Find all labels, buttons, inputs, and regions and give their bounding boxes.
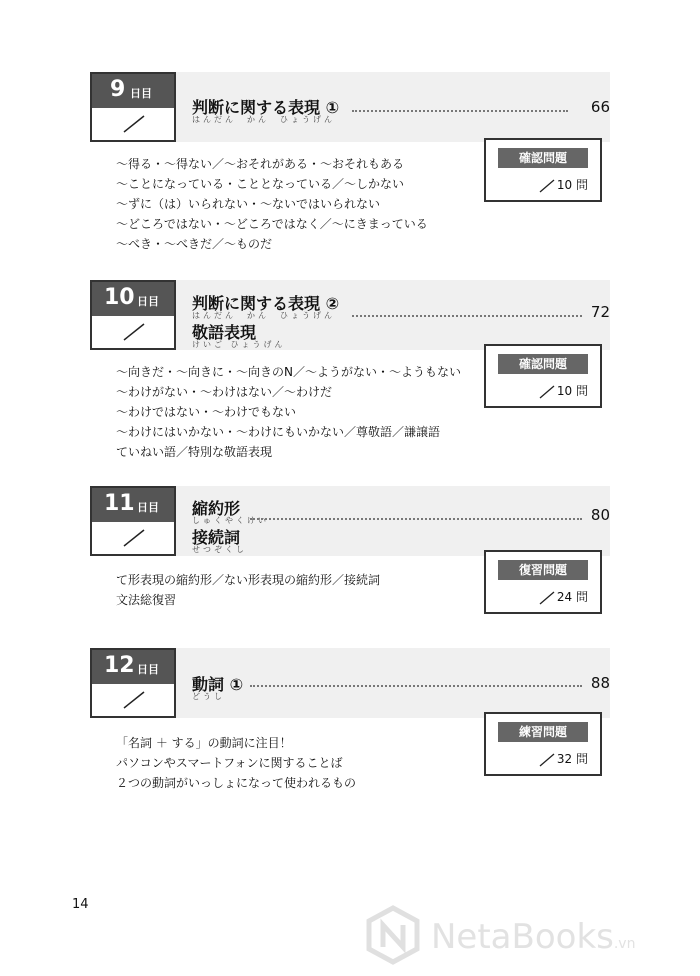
page-reference: 80 xyxy=(590,506,610,524)
lesson-item: ～わけではない・～わけでもない xyxy=(116,405,297,419)
day-label xyxy=(92,488,174,522)
day-box xyxy=(90,486,176,556)
practice-box-day-9 xyxy=(484,138,602,202)
lesson-subtitle-ruby: せつぞくし xyxy=(192,545,247,554)
page-number: 14 xyxy=(72,897,89,912)
lesson-title: 判断に関する表現 ② xyxy=(192,294,340,313)
lesson-title-ruby: はんだん かん ひょうげん xyxy=(192,115,335,124)
lesson-item: ～べき・～べきだ／～ものだ xyxy=(116,237,273,251)
leader-dots xyxy=(352,110,568,112)
lesson-item: て形表現の縮約形／ない形表現の縮約形／接続詞 xyxy=(116,573,381,587)
lesson-title-ruby: はんだん かん ひょうげん xyxy=(192,311,335,320)
page-reference: 88 xyxy=(590,674,610,692)
practice-count xyxy=(539,176,588,193)
day-number: 10 xyxy=(104,285,135,310)
lesson-item: パソコンやスマートフォンに関することば xyxy=(116,756,343,770)
lesson-item: 「名詞 ＋ する」の動詞に注目！ xyxy=(116,736,292,750)
watermark-text: NetaBooks.vn xyxy=(431,917,636,957)
day-label xyxy=(92,74,174,108)
check-slash-icon xyxy=(539,591,555,605)
day-suffix: 日目 xyxy=(137,663,159,676)
day-box xyxy=(90,648,176,718)
check-slash-icon xyxy=(120,322,148,342)
day-number: 11 xyxy=(104,491,135,516)
netabooks-logo-icon xyxy=(365,905,421,965)
check-slash-icon xyxy=(120,690,148,710)
lesson-title: 動詞 ① xyxy=(192,675,244,694)
lesson-subtitle-ruby: けいご ひょうげん xyxy=(192,340,286,349)
lesson-title: 縮約形 xyxy=(192,499,241,518)
lesson-subtitle: 敬語表現 xyxy=(192,323,257,342)
day-number: 9 xyxy=(110,77,126,102)
leader-dots xyxy=(250,518,582,520)
practice-label: 復習問題 xyxy=(498,560,588,580)
question-count: 32 問 xyxy=(556,752,588,766)
lesson-title-ruby: どうし xyxy=(192,692,225,701)
lesson-subtitle: 接続詞 xyxy=(192,528,241,547)
check-slash-icon xyxy=(120,114,148,134)
page-reference: 66 xyxy=(590,98,610,116)
lesson-title-ruby: しゅくやくけい xyxy=(192,516,269,525)
practice-count xyxy=(539,382,588,399)
day-box xyxy=(90,280,176,350)
lesson-item: ～得る・～得ない／～おそれがある・～おそれもある xyxy=(116,157,405,171)
lesson-items-day-9 xyxy=(116,154,428,254)
practice-box-day-11 xyxy=(484,550,602,614)
day-number: 12 xyxy=(104,653,135,678)
lesson-item: ～ずに（は）いられない・～ないではいられない xyxy=(116,197,381,211)
lesson-item: ２つの動詞がいっしょになって使われるもの xyxy=(116,776,357,790)
lesson-title: 判断に関する表現 ① xyxy=(192,98,340,117)
page-reference: 72 xyxy=(590,303,610,321)
lesson-item: ～わけにはいかない・～わけにもいかない／尊敬語／謙譲語 xyxy=(116,425,441,439)
check-slash-icon xyxy=(120,528,148,548)
question-count: 10 問 xyxy=(556,384,588,398)
day-suffix: 日目 xyxy=(137,501,159,514)
lesson-items-day-10 xyxy=(116,362,461,462)
practice-box-day-12 xyxy=(484,712,602,776)
lesson-item: ～ことになっている・こととなっている／～しかない xyxy=(116,177,405,191)
lesson-item: ていねい語／特別な敬語表現 xyxy=(116,445,273,459)
check-slash-icon xyxy=(539,179,555,193)
question-count: 24 問 xyxy=(556,590,588,604)
day-label xyxy=(92,650,174,684)
lesson-items-day-12 xyxy=(116,733,356,793)
day-box xyxy=(90,72,176,142)
practice-box-day-10 xyxy=(484,344,602,408)
practice-label: 練習問題 xyxy=(498,722,588,742)
lesson-item: ～どころではない・～どころではなく／～にきまっている xyxy=(116,217,428,231)
lesson-item: 文法総復習 xyxy=(116,593,177,607)
question-count: 10 問 xyxy=(556,178,588,192)
check-slash-icon xyxy=(539,753,555,767)
day-suffix: 日目 xyxy=(130,87,152,100)
check-slash-icon xyxy=(539,385,555,399)
day-label xyxy=(92,282,174,316)
leader-dots xyxy=(352,315,582,317)
practice-label: 確認問題 xyxy=(498,148,588,168)
day-suffix: 日目 xyxy=(137,295,159,308)
leader-dots xyxy=(250,685,582,687)
lesson-item: ～向きだ・～向きに・～向きのN／～ようがない・～ようもない xyxy=(116,365,461,379)
practice-count xyxy=(539,588,588,605)
practice-label: 確認問題 xyxy=(498,354,588,374)
lesson-items-day-11 xyxy=(116,570,380,610)
practice-count xyxy=(539,750,588,767)
lesson-item: ～わけがない・～わけはない／～わけだ xyxy=(116,385,333,399)
watermark xyxy=(365,905,695,965)
